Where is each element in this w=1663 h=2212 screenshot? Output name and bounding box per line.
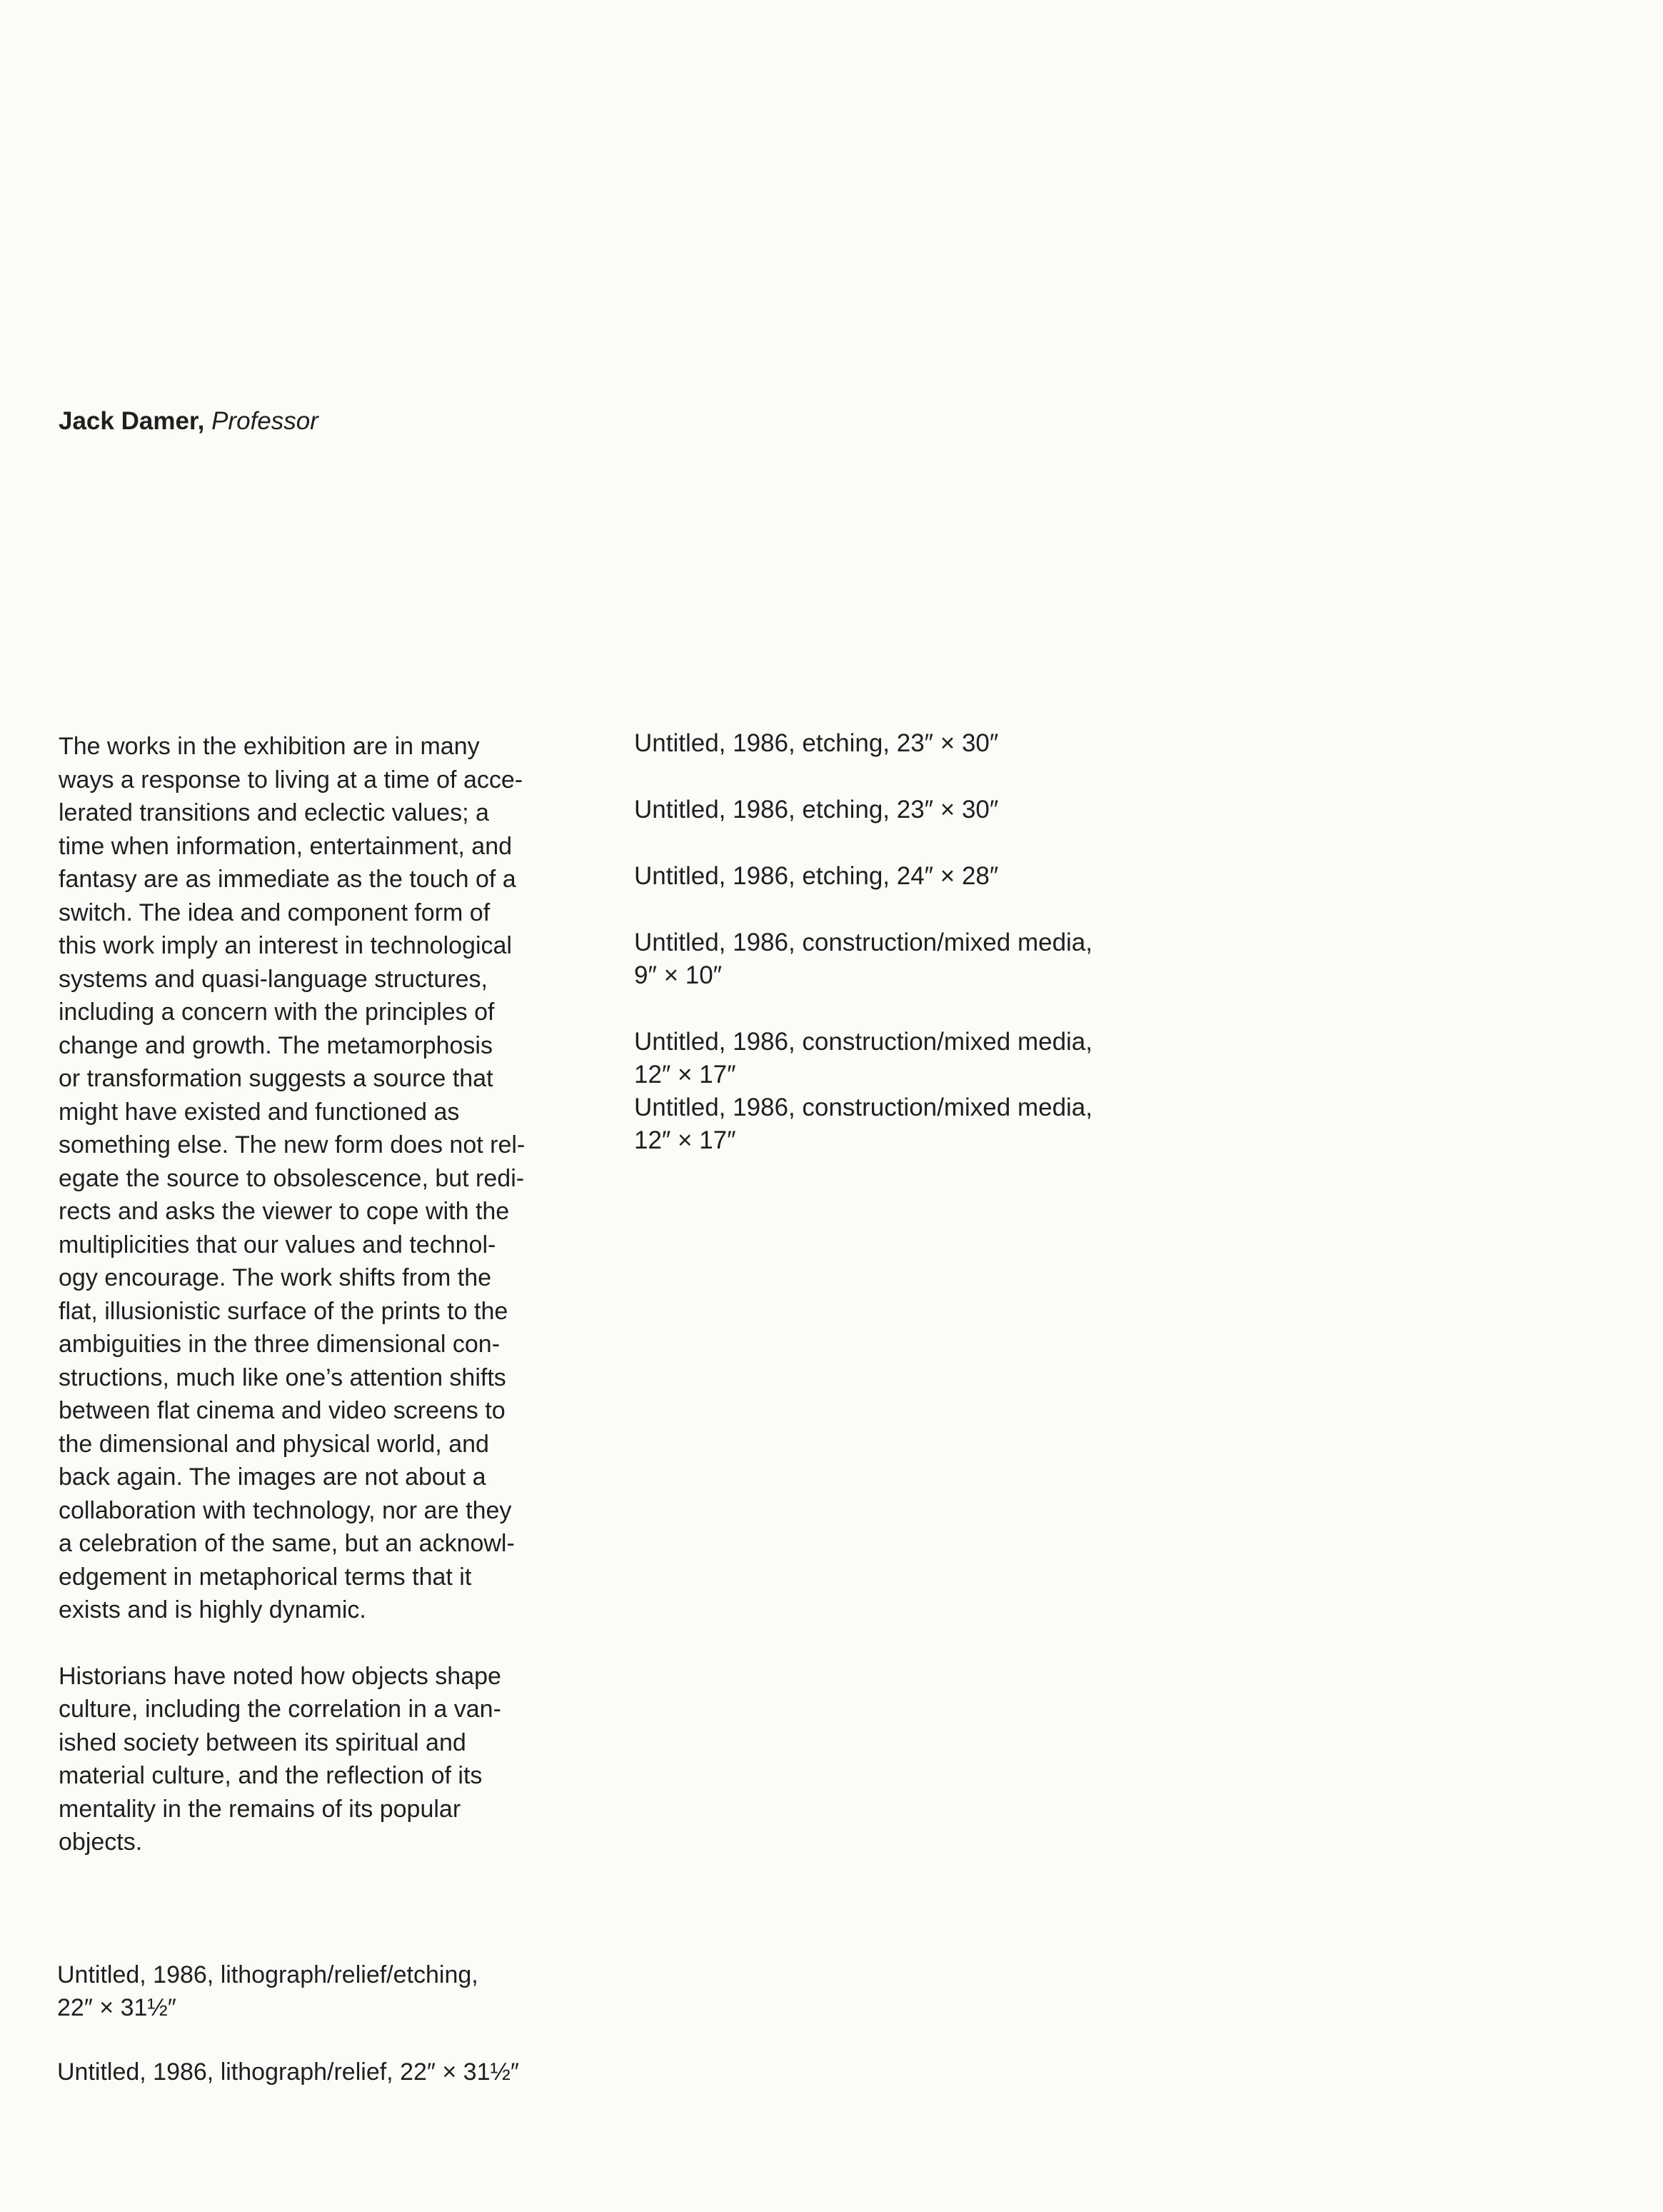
text-line: ways a response to living at a time of acce- — [59, 766, 523, 794]
statement-paragraph-1 — [59, 730, 601, 1627]
text-line: lerated transitions and eclectic values; a — [59, 799, 489, 826]
works-list-left — [57, 1958, 643, 2120]
work-description: Untitled, 1986, etching, 23″ × 30″ — [634, 796, 999, 824]
work-dimensions: 22″ × 31½″ — [57, 1994, 176, 2021]
text-line: change and growth. The metamorphosis — [59, 1031, 493, 1059]
text-line: systems and quasi-language structures, — [59, 965, 488, 993]
text-line: mentality in the remains of its popular — [59, 1795, 461, 1823]
work-dimensions: 12″ × 17″ — [634, 1061, 736, 1089]
work-description: Untitled, 1986, construction/mixed media, — [634, 1028, 1092, 1056]
statement-paragraph-2 — [59, 1660, 601, 1859]
text-line: this work imply an interest in technological — [59, 932, 512, 959]
text-line: culture, including the correlation in a van- — [59, 1696, 501, 1723]
text-line: ambiguities in the three dimensional con- — [59, 1331, 501, 1358]
work-entry — [57, 1958, 643, 2024]
text-line: ogy encourage. The work shifts from the — [59, 1264, 492, 1291]
work-entry — [57, 2056, 643, 2088]
work-description: Untitled, 1986, construction/mixed media, — [634, 929, 1092, 956]
text-line: rects and asks the viewer to cope with the — [59, 1198, 510, 1225]
text-line: between flat cinema and video screens to — [59, 1397, 506, 1424]
text-line: back again. The images are not about a — [59, 1463, 486, 1491]
text-line: ished society between its spiritual and — [59, 1728, 466, 1756]
text-line: material culture, and the reflection of its — [59, 1762, 483, 1789]
work-entry — [634, 1026, 1220, 1091]
text-line: edgement in metaphorical terms that it — [59, 1563, 472, 1591]
text-line: time when information, entertainment, and — [59, 832, 513, 860]
text-line: or transformation suggests a source that — [59, 1065, 493, 1092]
artist-heading — [59, 404, 318, 439]
text-line: including a concern with the principles of — [59, 999, 495, 1026]
text-line: fantasy are as immediate as the touch of a — [59, 866, 516, 893]
text-line: something else. The new form does not rel- — [59, 1131, 526, 1158]
text-line: exists and is highly dynamic. — [59, 1596, 366, 1623]
work-entry — [634, 794, 1220, 826]
text-line: egate the source to obsolescence, but redi- — [59, 1164, 525, 1192]
text-line: a celebration of the same, but an acknowl- — [59, 1530, 515, 1557]
text-line: structions, much like one’s attention shifts — [59, 1363, 506, 1391]
work-description: Untitled, 1986, lithograph/relief, 22″ × 31½″ — [57, 2058, 519, 2086]
text-line: The works in the exhibition are in many — [59, 733, 480, 760]
work-entry — [634, 727, 1220, 760]
artist-statement — [59, 730, 601, 1892]
text-line: might have existed and functioned as — [59, 1098, 460, 1126]
work-entry — [634, 926, 1220, 992]
work-description: Untitled, 1986, etching, 24″ × 28″ — [634, 862, 999, 890]
text-line: flat, illusionistic surface of the prints to the — [59, 1297, 508, 1325]
work-dimensions: 12″ × 17″ — [634, 1126, 736, 1154]
work-entry — [634, 860, 1220, 893]
text-line: multiplicities that our values and technol- — [59, 1231, 496, 1258]
text-line: collaboration with technology, nor are they — [59, 1496, 512, 1524]
text-line: the dimensional and physical world, and — [59, 1430, 489, 1458]
text-line: switch. The idea and component form of — [59, 899, 491, 926]
artist-name: Jack Damer, — [59, 407, 205, 435]
works-list-right — [634, 727, 1220, 1191]
work-entry — [634, 1091, 1220, 1157]
text-line: objects. — [59, 1828, 143, 1856]
work-dimensions: 9″ × 10″ — [634, 961, 723, 989]
work-description: Untitled, 1986, etching, 23″ × 30″ — [634, 729, 999, 757]
text-line: Historians have noted how objects shape — [59, 1662, 501, 1690]
work-description: Untitled, 1986, lithograph/relief/etching, — [57, 1961, 478, 1988]
artist-title: Professor — [211, 407, 318, 435]
work-description: Untitled, 1986, construction/mixed media, — [634, 1094, 1092, 1121]
